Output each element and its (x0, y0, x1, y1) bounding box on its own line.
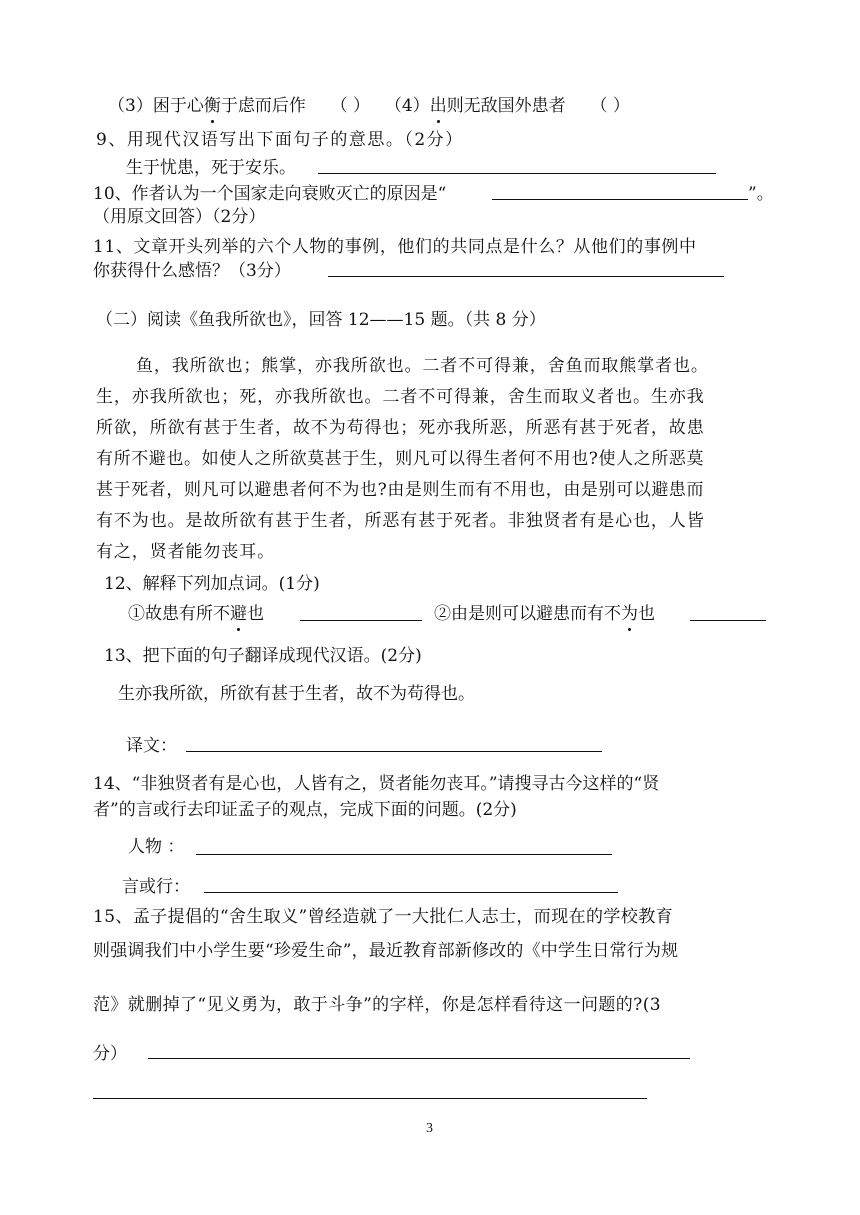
q15-answer-blank-1[interactable] (148, 1058, 690, 1059)
q11-line1: 11、文章开头列举的六个人物的事例，他们的共同点是什么？从他们的事例中 (93, 237, 697, 257)
q14-person-label: 人物 ： (128, 837, 185, 857)
q15-answer-blank-2[interactable] (93, 1098, 647, 1099)
q10-line1 (93, 183, 446, 205)
q15-line1: 15、孟子提倡的“舍生取义”曾经造就了一大批仁人志士，而现在的学校教育 (93, 907, 674, 927)
passage-line-4: 有所不避也。如使人之所欲莫甚于生，则凡可以得生者何不用也?使人之所恶莫 (96, 449, 705, 469)
q12-item1-a: ①故患有所不 (128, 604, 230, 624)
passage-line-1: 鱼，我所欲也；熊掌，亦我所欲也。二者不可得兼，舍鱼而取熊掌者也。 (136, 356, 709, 376)
q11-answer-blank[interactable] (328, 276, 724, 277)
q12-item2 (434, 603, 655, 625)
q14-person-blank[interactable] (196, 854, 612, 855)
passage-line-6: 有不为也。是故所欲有甚于生者，所恶有甚于死者。非独贤者有是心也，人皆 (96, 511, 705, 531)
q14-line1: 14、“非独贤者有是心也，人皆有之，贤者能勿丧耳。”请搜寻古今这样的“贤 (93, 774, 660, 794)
q9-answer-blank[interactable] (318, 173, 716, 174)
q13-sentence: 生亦我所欲，所欲有甚于生者，故不为苟得也。 (118, 684, 475, 704)
passage-line-2: 生，亦我所欲也；死，亦我所欲也。二者不可得兼，舍生而取义者也。生亦我 (96, 387, 705, 407)
q8-part3: （3）困于心衡于虑而后作 (108, 96, 306, 116)
q12-item1-dot: 避 (230, 604, 247, 624)
q12-item1-blank[interactable] (300, 620, 422, 621)
q8-part4-blank: （ ） (590, 96, 630, 116)
q11-line2: 你获得什么感悟？（3分） (93, 261, 291, 281)
q10-answer-blank[interactable] (492, 199, 748, 200)
q10-line2: （用原文回答）（2分） (93, 207, 266, 227)
section2-heading: （二）阅读《鱼我所欲也》，回答 12——15 题。（共 8 分） (96, 310, 546, 330)
q15-line2: 则强调我们中小学生要“珍爱生命”，最近教育部新修改的《中学生日常行为规 (93, 941, 679, 961)
q12-item2-dot: 为 (621, 604, 638, 624)
passage-line-5: 甚于死者，则凡可以避患者何不为也?由是则生而有不用也，由是别可以避患而 (96, 480, 705, 500)
q10-line1-start: 10、作者认为一个国家走向衰败灭亡的原因是“ (93, 184, 447, 204)
q14-line2: 者”的言或行去印证孟子的观点，完成下面的问题。(2分) (93, 800, 517, 820)
q13-title: 13、把下面的句子翻译成现代汉语。(2分) (104, 646, 422, 666)
q12-item2-blank[interactable] (690, 620, 766, 621)
q13-answer-label: 译文： (126, 736, 177, 756)
q9-sentence-line (126, 157, 296, 179)
q8-part3-blank: （ ） (330, 96, 371, 116)
q8-part4-dot-char: 出 (429, 96, 447, 116)
q12-item2-b: 也 (638, 604, 655, 624)
q14-words-blank[interactable] (204, 892, 618, 893)
q12-items (128, 603, 264, 625)
q15-line3: 范》就删掉了“见义勇为，敢于斗争”的字样，你是怎样看待这一问题的?(3 (93, 995, 661, 1015)
passage-line-7: 有之，贤者能勿丧耳。 (96, 542, 275, 562)
q14-words-label: 言或行： (122, 877, 190, 897)
q9-question: 9、用现代汉语写出下面句子的意思。（2分） (96, 130, 464, 150)
q10-line1-end: ”。 (748, 184, 774, 204)
q8-part4: （4）出则无敌国外患者 (384, 96, 566, 116)
q12-item2-a: ②由是则可以避患而有不 (434, 604, 621, 624)
q8-tail-line (108, 95, 630, 117)
q12-item1-b: 也 (247, 604, 264, 624)
q9-sentence: 生于忧患，死于安乐。 (126, 158, 296, 178)
q8-part3-dot-char: 衡 (203, 96, 221, 116)
q13-answer-blank[interactable] (186, 751, 602, 752)
q12-title: 12、解释下列加点词。(1分) (104, 574, 320, 594)
passage-line-3: 所欲，所欲有甚于生者，故不为苟得也；死亦我所恶，所恶有甚于死者，故患 (96, 418, 705, 438)
page-number: 3 (426, 1121, 433, 1136)
q15-line4: 分） (93, 1044, 127, 1064)
